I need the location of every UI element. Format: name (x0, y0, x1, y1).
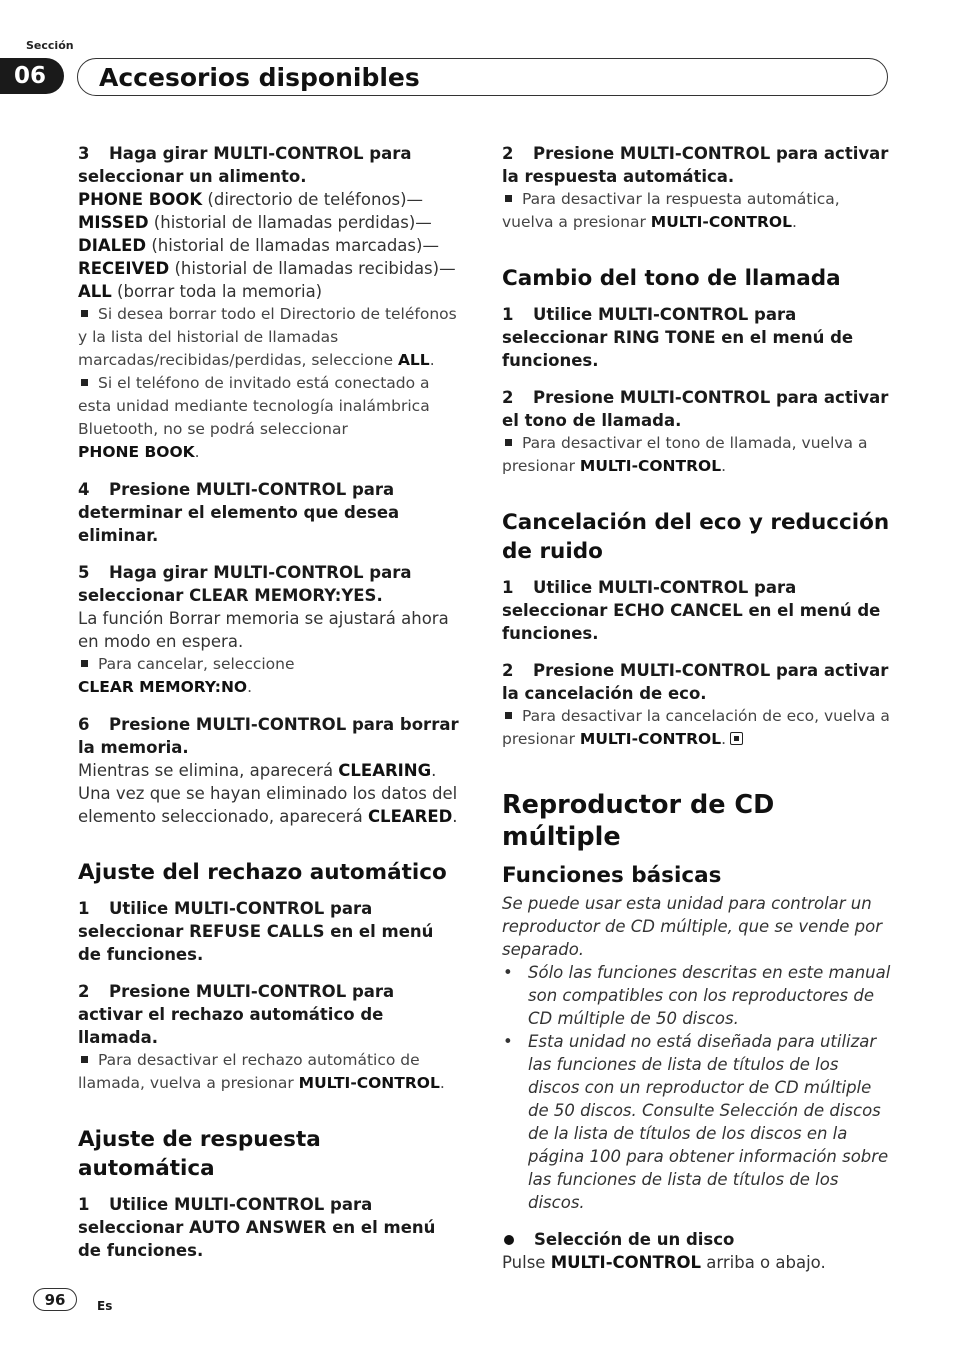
bullet-dot-icon: • (503, 1032, 513, 1051)
basic-intro: Se puede usar esta unidad para controlar un reproductor de CD múltiple, que se vende por separado. (502, 894, 883, 959)
heading-refuse: Ajuste del rechazo automático (78, 860, 447, 885)
note-delete-all: Si desea borrar todo el Directorio de teléfonos y la lista del historial de llamadas marcadas/recibidas/perdidas, seleccione ALL. (78, 305, 457, 369)
bullet-dot-icon: • (503, 963, 513, 982)
heading-echo: Cancelación del eco y reducción de ruido (502, 510, 890, 564)
ring-step-2: 2 Presione MULTI-CONTROL para activar el tono de llamada. (502, 388, 889, 430)
end-of-section-icon (730, 732, 743, 745)
square-bullet-icon (81, 1056, 88, 1063)
step-6: 6 Presione MULTI-CONTROL para borrar la memoria. (78, 715, 459, 757)
section-label: Sección (26, 39, 74, 52)
square-bullet-icon (505, 712, 512, 719)
section-number-tab: 06 (0, 58, 64, 94)
bullet-item: • Sólo las funciones descritas en este manual son compatibles con los reproductores de CD múltiple de 50 discos. (503, 963, 891, 1028)
refuse-step-2: 2 Presione MULTI-CONTROL para activar el rechazo automático de llamada. (78, 982, 395, 1047)
square-bullet-icon (81, 310, 88, 317)
answer-step-2: 2 Presione MULTI-CONTROL para activar la respuesta automática. (502, 144, 889, 186)
note-echo: Para desactivar la cancelación de eco, vuelva a presionar MULTI-CONTROL. (502, 707, 890, 748)
option-phonebook: PHONE BOOK (directorio de teléfonos)— (78, 190, 424, 209)
chapter-title (77, 58, 888, 96)
heading-ring: Cambio del tono de llamada (502, 266, 841, 291)
note-answer: Para desactivar la respuesta automática, vuelva a presionar MULTI-CONTROL. (502, 190, 840, 231)
square-bullet-icon (81, 660, 88, 667)
square-bullet-icon (505, 439, 512, 446)
note-ring: Para desactivar el tono de llamada, vuelva a presionar MULTI-CONTROL. (502, 434, 868, 475)
step-3 (78, 142, 462, 188)
option-missed: MISSED (historial de llamadas perdidas)— (78, 213, 432, 232)
language-label: Es (97, 1299, 113, 1313)
option-dialed: DIALED (historial de llamadas marcadas)— (78, 236, 439, 255)
answer-step-1: 1 Utilice MULTI-CONTROL para seleccionar AUTO ANSWER en el menú de funciones. (78, 1195, 436, 1260)
filled-circle-icon (504, 1235, 514, 1245)
disc-select-text: Pulse MULTI-CONTROL arriba o abajo. (502, 1253, 826, 1272)
note-refuse: Para desactivar el rechazo automático de llamada, vuelva a presionar MULTI-CONTROL. (78, 1051, 445, 1092)
bullet-item: • Esta unidad no está diseñada para utilizar las funciones de lista de títulos de los discos con un reproductor de CD múltiple de 50 discos. Consulte Selección de discos de la lista de títulos de los discos en la página 100 para obtener información sobre las funciones de lista de títulos de los discos. (503, 1032, 889, 1212)
heading-answer: Ajuste de respuesta automática (78, 1127, 321, 1181)
page-number: 96 (33, 1288, 77, 1311)
food-options (78, 188, 462, 303)
option-all: ALL (borrar toda la memoria) (78, 282, 323, 301)
square-bullet-icon (81, 379, 88, 386)
note-guest-phone: Si el teléfono de invitado está conectado a esta unidad mediante tecnología inalámbrica Bluetooth, no se podrá seleccionar PHONE BOOK. (78, 374, 430, 461)
note-cancel: Para cancelar, seleccione CLEAR MEMORY:NO. (78, 655, 295, 696)
right-column (502, 142, 894, 1274)
disc-select-heading: Selección de un disco (502, 1228, 894, 1251)
step-number: 3 (78, 144, 90, 163)
step-4: 4 Presione MULTI-CONTROL para determinar el elemento que desea eliminar. (78, 480, 400, 545)
heading-cd-multiple: Reproductor de CD múltiple (502, 790, 775, 852)
ring-step-1: 1 Utilice MULTI-CONTROL para seleccionar RING TONE en el menú de funciones. (502, 305, 854, 370)
step-5: 5 Haga girar MULTI-CONTROL para seleccionar CLEAR MEMORY:YES. (78, 563, 412, 605)
option-received: RECEIVED (historial de llamadas recibidas)— (78, 259, 456, 278)
step-6-text: Mientras se elimina, aparecerá CLEARING. Una vez que se hayan eliminado los datos del elemento seleccionado, aparecerá CLEARED. (78, 761, 458, 826)
step-title: Haga girar MULTI-CONTROL para seleccionar un alimento. (78, 144, 412, 186)
echo-step-1: 1 Utilice MULTI-CONTROL para seleccionar ECHO CANCEL en el menú de funciones. (502, 578, 881, 643)
left-column (78, 142, 462, 1262)
step-5-text: La función Borrar memoria se ajustará ahora en modo en espera. (78, 609, 449, 651)
square-bullet-icon (505, 195, 512, 202)
refuse-step-1: 1 Utilice MULTI-CONTROL para seleccionar REFUSE CALLS en el menú de funciones. (78, 899, 434, 964)
echo-step-2: 2 Presione MULTI-CONTROL para activar la cancelación de eco. (502, 661, 889, 703)
chapter-title-text: Accesorios disponibles (99, 62, 420, 92)
heading-basic-functions: Funciones básicas (502, 863, 722, 888)
